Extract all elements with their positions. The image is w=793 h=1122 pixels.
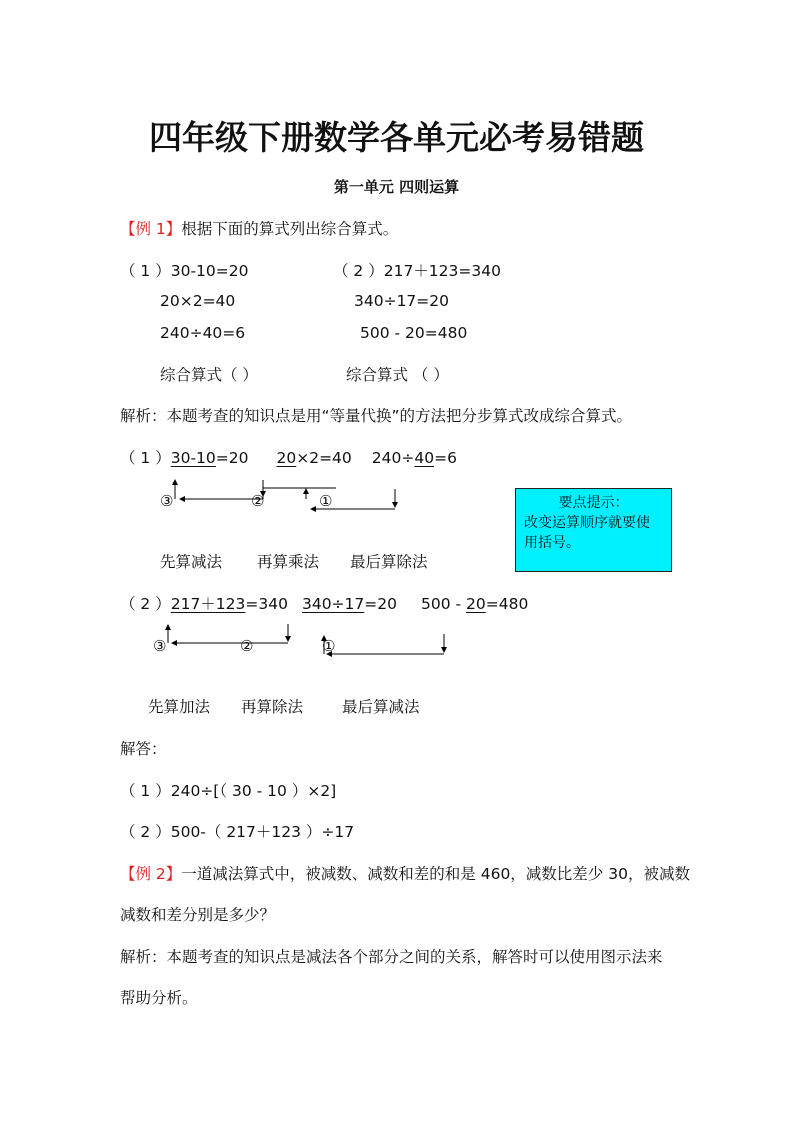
analysis-2: 解析：本题考查的知识点是减法各个部分之间的关系，解答时可以使用图示法来 (120, 948, 663, 966)
circle-1: ① (319, 492, 333, 510)
example-label: 【例 2】 (120, 865, 182, 883)
circle-2: ② (251, 492, 265, 510)
group2-step1: （ 2 ）217＋123=340 (333, 262, 501, 280)
group2-step2: 340÷17=20 (354, 292, 450, 310)
step-label: 再算除法 (241, 698, 304, 716)
group1-step3: 240÷40=6 (160, 324, 246, 342)
circle-3: ③ (153, 637, 167, 655)
unit-heading: 第一单元 四则运算 (333, 178, 460, 196)
step-label: 先算减法 (160, 553, 223, 571)
annotated-line-1: （ 1 ）30-10=20 20×2=40 240÷40=6 (120, 449, 457, 467)
step-label: 先算加法 (148, 698, 211, 716)
group2-step3: 500 - 20=480 (360, 324, 468, 342)
page-title: 四年级下册数学各单元必考易错题 (149, 118, 644, 157)
group1-step2: 20×2=40 (160, 292, 236, 310)
example-label: 【例 1】 (120, 220, 182, 238)
circle-2: ② (240, 637, 254, 655)
tip-body: 改变运算顺序就要使用括号。 (524, 515, 650, 551)
group1-step1: （ 1 ）30-10=20 (120, 262, 249, 280)
example-2-question: 【例 2】一道减法算式中，被减数、减数和差的和是 460，减数比差少 30，被减数 (120, 865, 690, 883)
step-label: 再算乘法 (257, 553, 320, 571)
circle-1: ① (322, 637, 336, 655)
circle-3: ③ (160, 492, 174, 510)
analysis-2-cont: 帮助分析。 (120, 989, 198, 1007)
annotated-line-2: （ 2 ）217＋123=340 340÷17=20 500 - 20=480 (120, 595, 529, 613)
step-label: 最后算减法 (342, 698, 420, 716)
answer-1: （ 1 ）240÷[（ 30 - 10 ）×2] (120, 782, 337, 800)
answer-2: （ 2 ）500-（ 217＋123 ）÷17 (120, 823, 355, 841)
step-label: 最后算除法 (350, 553, 428, 571)
example-2-question-cont: 减数和差分别是多少？ (120, 906, 276, 924)
answer-label: 解答： (120, 740, 167, 758)
combined-blank-1: 综合算式（ ） (160, 366, 258, 384)
tip-heading: 要点提示： (558, 495, 629, 511)
question-text: 根据下面的算式列出综合算式。 (181, 220, 399, 238)
combined-blank-2: 综合算式 （ ） (346, 366, 449, 384)
analysis-1: 解析：本题考查的知识点是用“等量代换”的方法把分步算式改成综合算式。 (120, 407, 633, 425)
